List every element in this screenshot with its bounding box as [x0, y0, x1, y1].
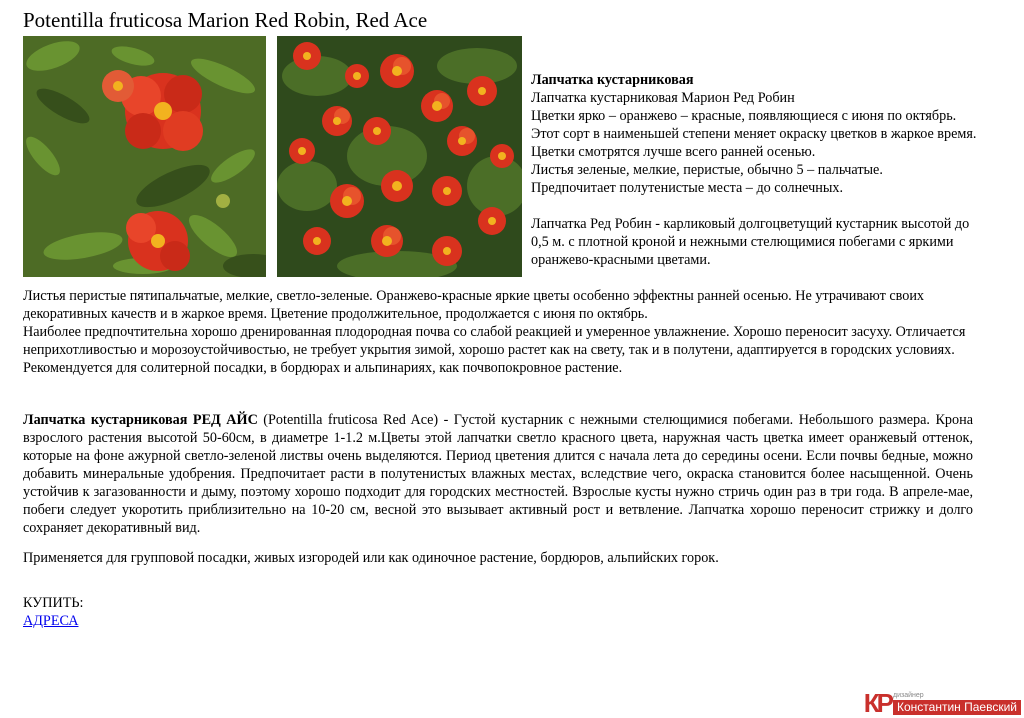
- description-block: [23, 287, 978, 377]
- red-ace-block: [23, 411, 973, 537]
- side-line: Листья зеленые, мелкие, перистые, обычно 5 – пальчатые.: [531, 162, 883, 178]
- watermark-logo: КР: [863, 688, 892, 718]
- buy-label: КУПИТЬ:: [23, 595, 84, 611]
- red-ace-title: Лапчатка кустарниковая РЕД АЙС: [23, 412, 258, 428]
- side-line: Лапчатка кустарниковая Марион Ред Робин: [531, 90, 795, 106]
- watermark-text: [893, 692, 1021, 715]
- address-link[interactable]: АДРЕСА: [23, 613, 79, 629]
- paragraph-usage: Применяется для групповой посадки, живых изгородей или как одиночное растение, бордюров, альпийских горок.: [23, 550, 719, 566]
- paragraph-soil: Наиболее предпочтительна хорошо дренированная плодородная почва со слабой реакцией и умеренное увлажнение. Хорошо переносит засуху. Отличается неприхотливостью и морозоустойчивостью, не требует укрытия зимой, хорошо растет как на свету, так и в полутени, адаптируется в городских условиях.: [23, 324, 966, 358]
- watermark-caption: дизайнер: [893, 692, 924, 699]
- photo-red-robin-closeup: [23, 36, 266, 277]
- page-title: Potentilla fruticosa Marion Red Robin, Red Ace: [23, 8, 428, 32]
- buy-block: [23, 594, 978, 630]
- watermark: [863, 688, 1021, 718]
- watermark-author: Константин Паевский: [893, 700, 1021, 715]
- paragraph-red-ace: [23, 411, 973, 537]
- side-line: Цветки ярко – оранжево – красные, появляющиеся с июня по октябрь. Этот сорт в наименьшей степени меняет окраску цветков в жаркое время. Цветки смотрятся лучше всего ранней осенью.: [531, 108, 977, 160]
- paragraph-leaves: Листья перистые пятипальчатые, мелкие, светло-зеленые. Оранжево-красные яркие цветы особенно эффектны ранней осенью. Не утрачивают своих декоративных качеств и в жаркое время. Цветение продолжительное, продолжается с июня по октябрь.: [23, 288, 925, 322]
- paragraph-recommend: Рекомендуется для солитерной посадки, в бордюрах и альпинариях, как почвопокровное растение.: [23, 360, 623, 376]
- photo-red-robin-bush: [277, 36, 522, 277]
- side-heading: Лапчатка кустарниковая: [531, 72, 694, 88]
- side-paragraph: Лапчатка Ред Робин - карликовый долгоцветущий кустарник высотой до 0,5 м. с плотной кроной и нежными стелющимися побегами с яркими оранжево-красными цветами.: [531, 216, 970, 268]
- red-ace-text: (Potentilla fruticosa Red Ace) - Густой кустарник с нежными стелющимися побегами. Небольшого размера. Крона взрослого растения высотой 50-60см, в диаметре 1-1.2 м.Цветы этой лапчатки светло красного цвета, наружная часть цветка имеет оранжевый оттенок, которые на фоне ажурной светло-зеленой листвы очень выделяются. Период цветения длится с начала лета до середины осени. Если почвы бедные, можно добавить минеральные удобрения. Предпочитает расти в полутенистых влажных местах, вследствие чего, окраска становится более насыщенной. Очень устойчив к загазованности и дыму, поэтому хорошо подходит для городских местностей. Взрослые кусты нужно стричь один раз в три года. В апреле-мае, побеги следует укоротить приблизительно на 10-20 см, весной это вызывает активный рост и ветвление. Лапчатка хорошо переносит стрижку и долго сохраняет декоративный вид.: [23, 412, 973, 536]
- side-line: Предпочитает полутенистые места – до солнечных.: [531, 180, 844, 196]
- usage-block: [23, 549, 978, 567]
- side-description: [531, 71, 981, 269]
